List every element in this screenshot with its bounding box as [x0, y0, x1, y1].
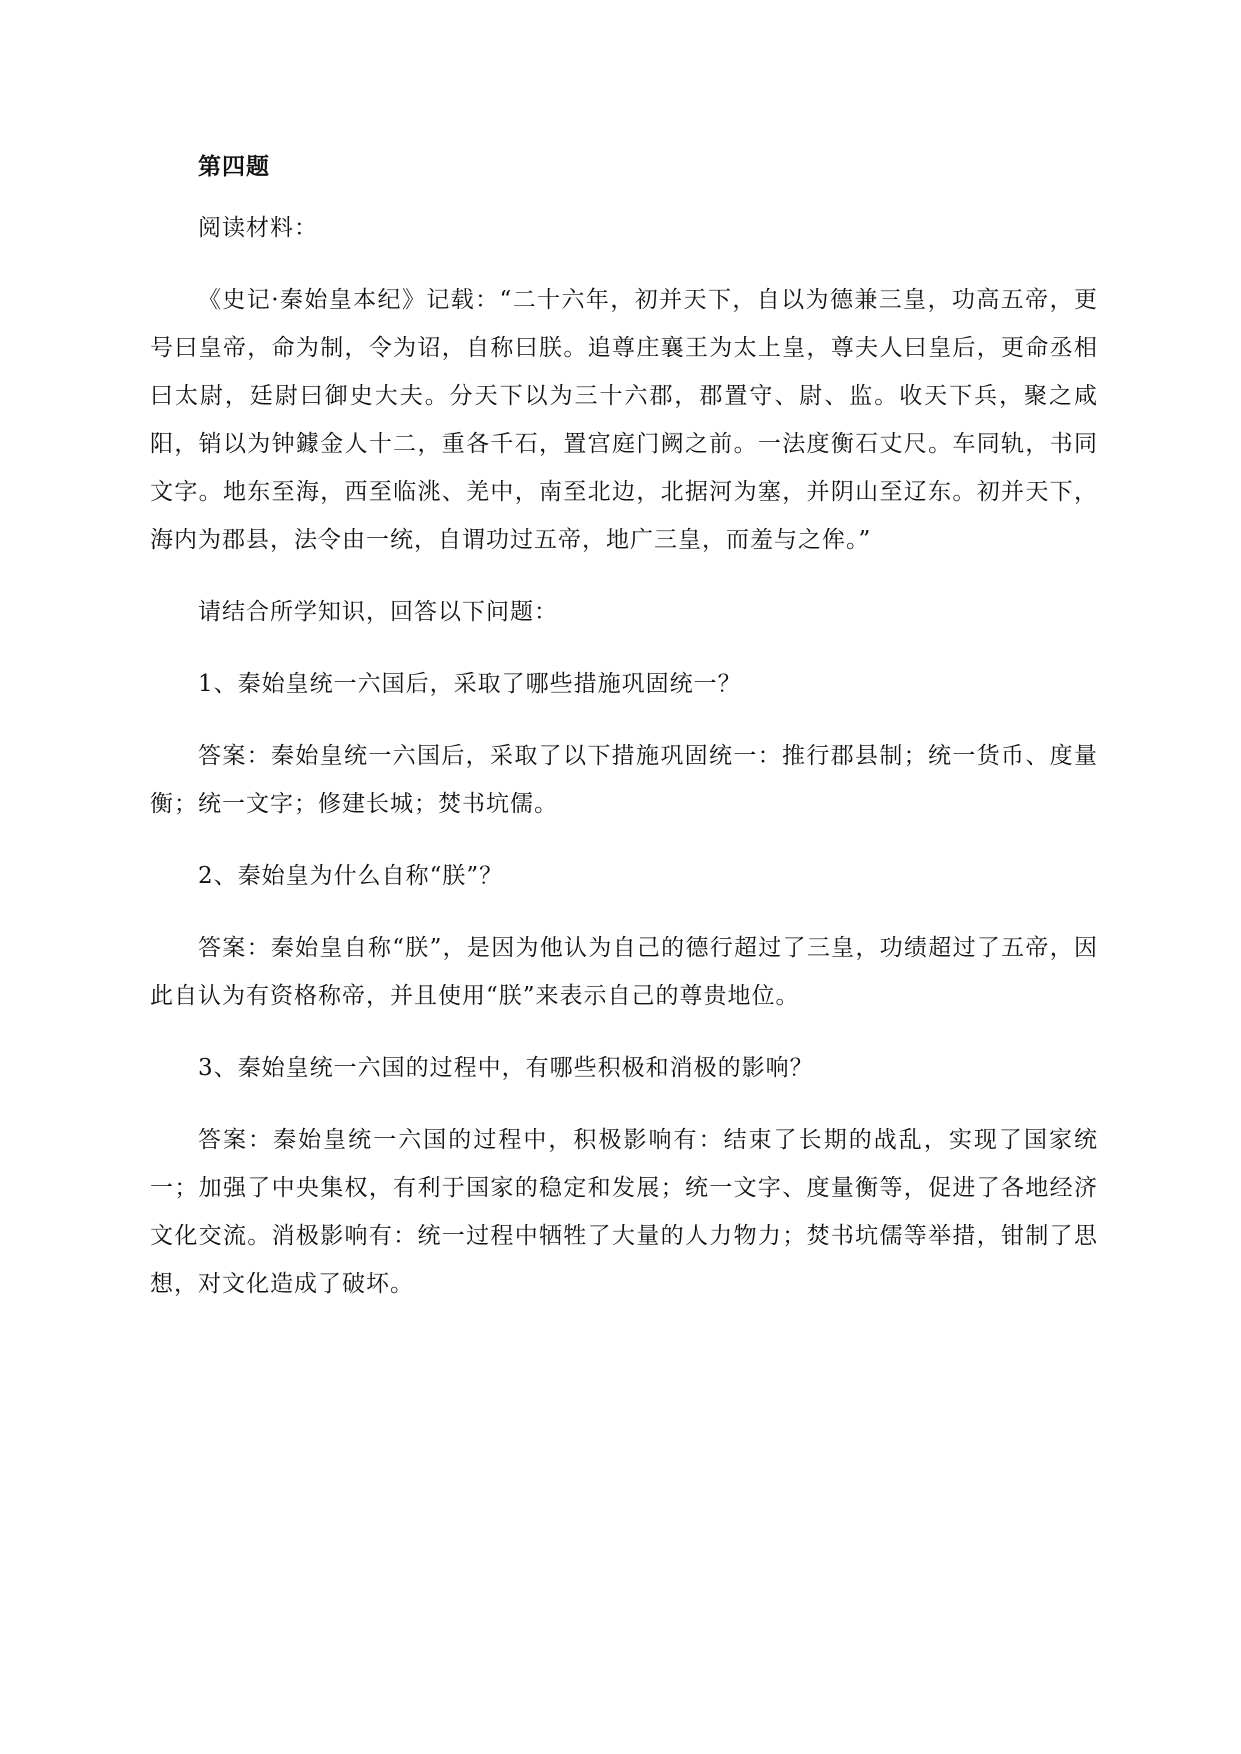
answer-3: 答案：秦始皇统一六国的过程中，积极影响有：结束了长期的战乱，实现了国家统一；加强了中央集权，有利于国家的稳定和发展；统一文字、度量衡等，促进了各地经济文化交流。消极影响有：统一过程中牺牲了大量的人力物力；焚书坑儒等举措，钳制了思想，对文化造成了破坏。 [150, 1127, 1098, 1297]
question-1: 1、秦始皇统一六国后，采取了哪些措施巩固统一？ [198, 671, 742, 697]
intro-text: 阅读材料： [198, 215, 318, 241]
question-2: 2、秦始皇为什么自称“朕”？ [198, 863, 504, 889]
document-body [150, 148, 1098, 1308]
instruction-text: 请结合所学知识，回答以下问题： [198, 599, 558, 625]
question-title: 第四题 [198, 154, 270, 180]
source-material: 《史记·秦始皇本纪》记载：“二十六年，初并天下，自以为德兼三皇，功高五帝，更号曰皇帝，命为制，令为诏，自称曰朕。追尊庄襄王为太上皇，尊夫人曰皇后，更命丞相曰太尉，廷尉曰御史大夫。分天下以为三十六郡，郡置守、尉、监。收天下兵，聚之咸阳，销以为钟鐻金人十二，重各千石，置宫庭门阙之前。一法度衡石丈尺。车同轨，书同文字。地东至海，西至临洮、羌中，南至北边，北据河为塞，并阴山至辽东。初并天下，海内为郡县，法令由一统，自谓功过五帝，地广三皇，而羞与之侔。” [150, 287, 1098, 553]
answer-1: 答案：秦始皇统一六国后，采取了以下措施巩固统一：推行郡县制；统一货币、度量衡；统一文字；修建长城；焚书坑儒。 [150, 743, 1098, 817]
question-3: 3、秦始皇统一六国的过程中，有哪些积极和消极的影响？ [198, 1055, 814, 1081]
answer-2: 答案：秦始皇自称“朕”，是因为他认为自己的德行超过了三皇，功绩超过了五帝，因此自认为有资格称帝，并且使用“朕”来表示自己的尊贵地位。 [150, 935, 1098, 1009]
